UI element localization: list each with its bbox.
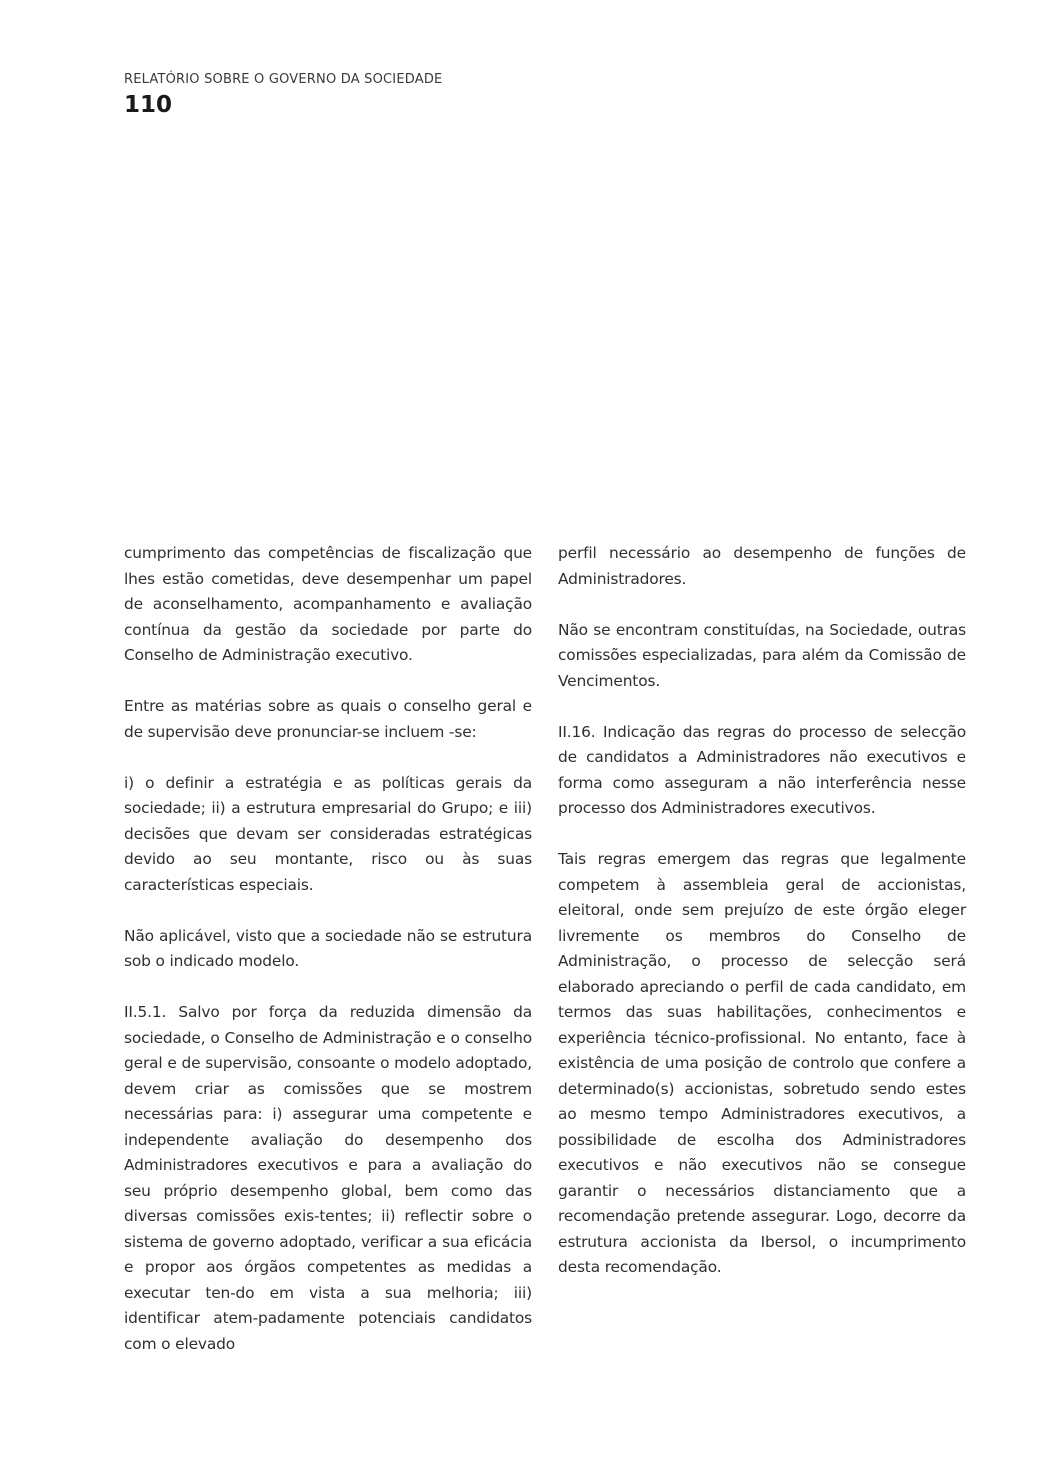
page-number: 110: [124, 92, 173, 118]
section-heading-paragraph: II.16. Indicação das regras do processo de selecção de candidatos a Administradores não executivos e forma como asseguram a não interferência nesse processo dos Administradores executivos.: [558, 722, 966, 817]
right-column: [558, 541, 966, 1357]
body-columns: [124, 541, 966, 1357]
page-header: [124, 71, 442, 118]
paragraph: Entre as matérias sobre as quais o conselho geral e de supervisão deve pronunciar-se incluem -se:: [124, 697, 532, 741]
paragraph: Não se encontram constituídas, na Sociedade, outras comissões especializadas, para além da Comissão de Vencimentos.: [558, 620, 966, 690]
left-column: [124, 541, 532, 1357]
paragraph: perfil necessário ao desempenho de funções de Administradores.: [558, 544, 966, 588]
paragraph: i) o definir a estratégia e as políticas gerais da sociedade; ii) a estrutura empresarial do Grupo; e iii) decisões que devam ser consideradas estratégicas devido ao seu montante, risco ou às suas características especiais.: [124, 773, 532, 894]
paragraph: Não aplicável, visto que a sociedade não se estrutura sob o indicado modelo.: [124, 926, 532, 970]
section-title: RELATÓRIO SOBRE O GOVERNO DA SOCIEDADE: [124, 72, 443, 87]
paragraph: Tais regras emergem das regras que legalmente competem à assembleia geral de accionistas, eleitoral, onde sem prejuízo de este órgão eleger livremente os membros do Conselho de Administração, o processo de selecção será elaborado apreciando o perfil de cada candidato, em termos das suas habilitações, conhecimentos e experiência técnico-profissional. No entanto, face à existência de uma posição de controlo que confere a determinado(s) accionistas, sobretudo sendo estes ao mesmo tempo Administradores executivos, a possibilidade de escolha dos Administradores executivos e não executivos não se consegue garantir o necessários distanciamento que a recomendação pretende assegurar. Logo, decorre da estrutura accionista da Ibersol, o incumprimento desta recomendação.: [558, 850, 966, 1276]
paragraph: II.5.1. Salvo por força da reduzida dimensão da sociedade, o Conselho de Administração e o conselho geral e de supervisão, consoante o modelo adoptado, devem criar as comissões que se mostrem necessárias para: i) assegurar uma competente e independente avaliação do desempenho dos Administradores executivos e para a avaliação do seu próprio desempenho global, bem como das diversas comissões exis-tentes; ii) reflectir sobre o sistema de governo adoptado, verificar a sua eficácia e propor aos órgãos competentes as medidas a executar ten-do em vista a sua melhoria; iii) identificar atem-padamente potenciais candidatos com o elevado: [124, 1003, 532, 1353]
paragraph: cumprimento das competências de fiscalização que lhes estão cometidas, deve desempenhar um papel de aconselhamento, acompanhamento e avaliação contínua da gestão da sociedade por parte do Conselho de Administração executivo.: [124, 544, 532, 664]
